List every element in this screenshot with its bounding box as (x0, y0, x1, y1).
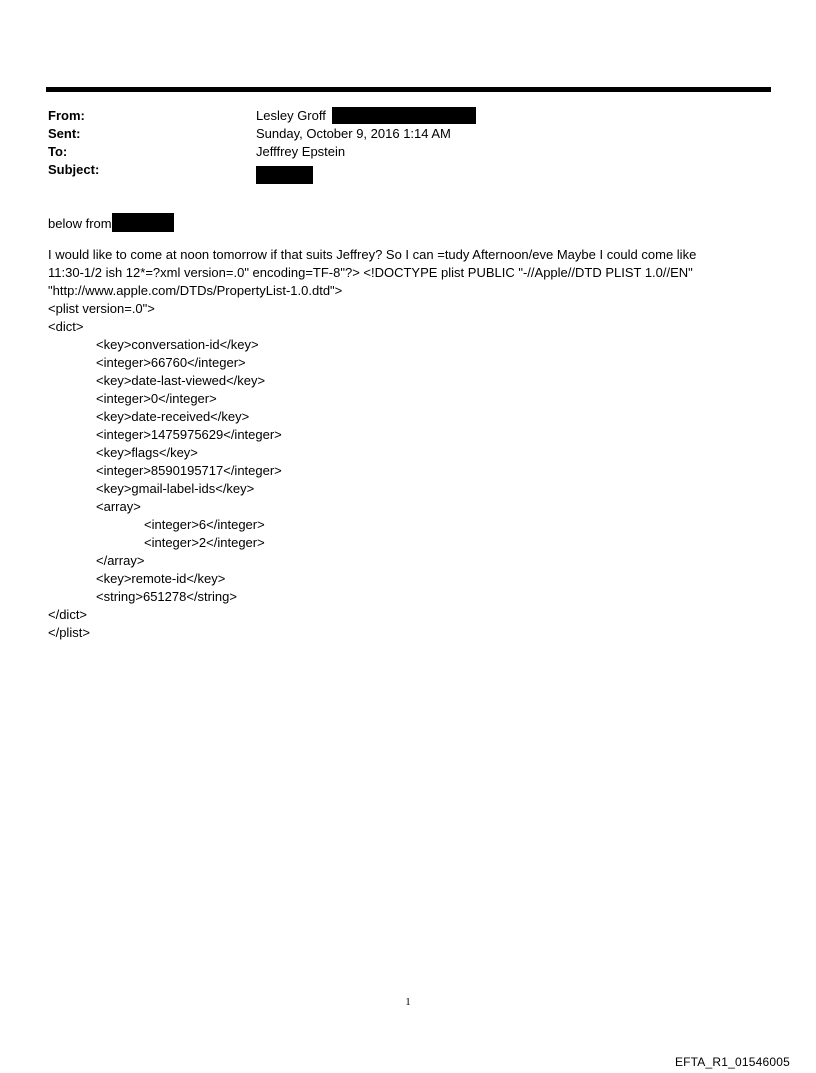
email-body (48, 215, 768, 642)
plist-line: </dict> (48, 607, 88, 623)
plist-line: <integer>2</integer> (144, 535, 265, 551)
plist-line: <key>date-received</key> (96, 409, 250, 425)
subject-value-wrapper (256, 161, 313, 180)
plist-line: </plist> (48, 625, 90, 641)
plist-line: <key>flags</key> (96, 445, 198, 461)
sent-value: Sunday, October 9, 2016 1:14 AM (256, 126, 451, 141)
intro-line (48, 215, 768, 234)
message-line: I would like to come at noon tomorrow if that suits Jeffrey? So I can =tudy Afternoon/eve Maybe I could come like (48, 247, 697, 263)
plist-line: <key>conversation-id</key> (96, 337, 259, 353)
to-value: Jefffrey Epstein (256, 144, 346, 159)
plist-line: <key>gmail-label-ids</key> (96, 481, 255, 497)
plist-block (48, 300, 768, 642)
intro-text: below from (48, 216, 112, 231)
bates-number: EFTA_R1_01546005 (674, 1055, 790, 1069)
plist-line: <integer>66760</integer> (96, 355, 246, 371)
to-label: To: (48, 144, 68, 159)
plist-line: <array> (96, 499, 141, 515)
subject-label: Subject: (48, 162, 100, 177)
plist-line: <dict> (48, 319, 84, 335)
sent-row (48, 125, 748, 143)
header-divider-rule (46, 87, 771, 92)
message-line: "http://www.apple.com/DTDs/PropertyList-1.0.dtd"> (48, 283, 343, 299)
email-header (48, 107, 748, 179)
message-paragraph (48, 246, 768, 300)
plist-line: <integer>0</integer> (96, 391, 217, 407)
plist-line: <key>remote-id</key> (96, 571, 226, 587)
plist-line: <string>651278</string> (96, 589, 237, 605)
from-value-wrapper (256, 107, 476, 125)
plist-line: <plist version=.0"> (48, 301, 155, 317)
subject-row (48, 161, 748, 179)
plist-line: </array> (96, 553, 145, 569)
plist-line: <integer>1475975629</integer> (96, 427, 282, 443)
message-line: 11:30-1/2 ish 12*=?xml version=.0" encoding=TF-8"?> <!DOCTYPE plist PUBLIC "-//Apple//DTD PLIST 1.0//EN" (48, 265, 693, 281)
sent-label: Sent: (48, 126, 81, 141)
plist-line: <integer>8590195717</integer> (96, 463, 282, 479)
redaction-bar (332, 107, 476, 124)
redaction-bar (256, 166, 313, 184)
from-value: Lesley Groff (256, 108, 326, 123)
to-row (48, 143, 748, 161)
plist-line: <key>date-last-viewed</key> (96, 373, 266, 389)
plist-line: <integer>6</integer> (144, 517, 265, 533)
from-label: From: (48, 108, 85, 123)
redaction-bar (112, 213, 174, 232)
from-row (48, 107, 748, 125)
page-number: 1 (405, 996, 411, 1008)
